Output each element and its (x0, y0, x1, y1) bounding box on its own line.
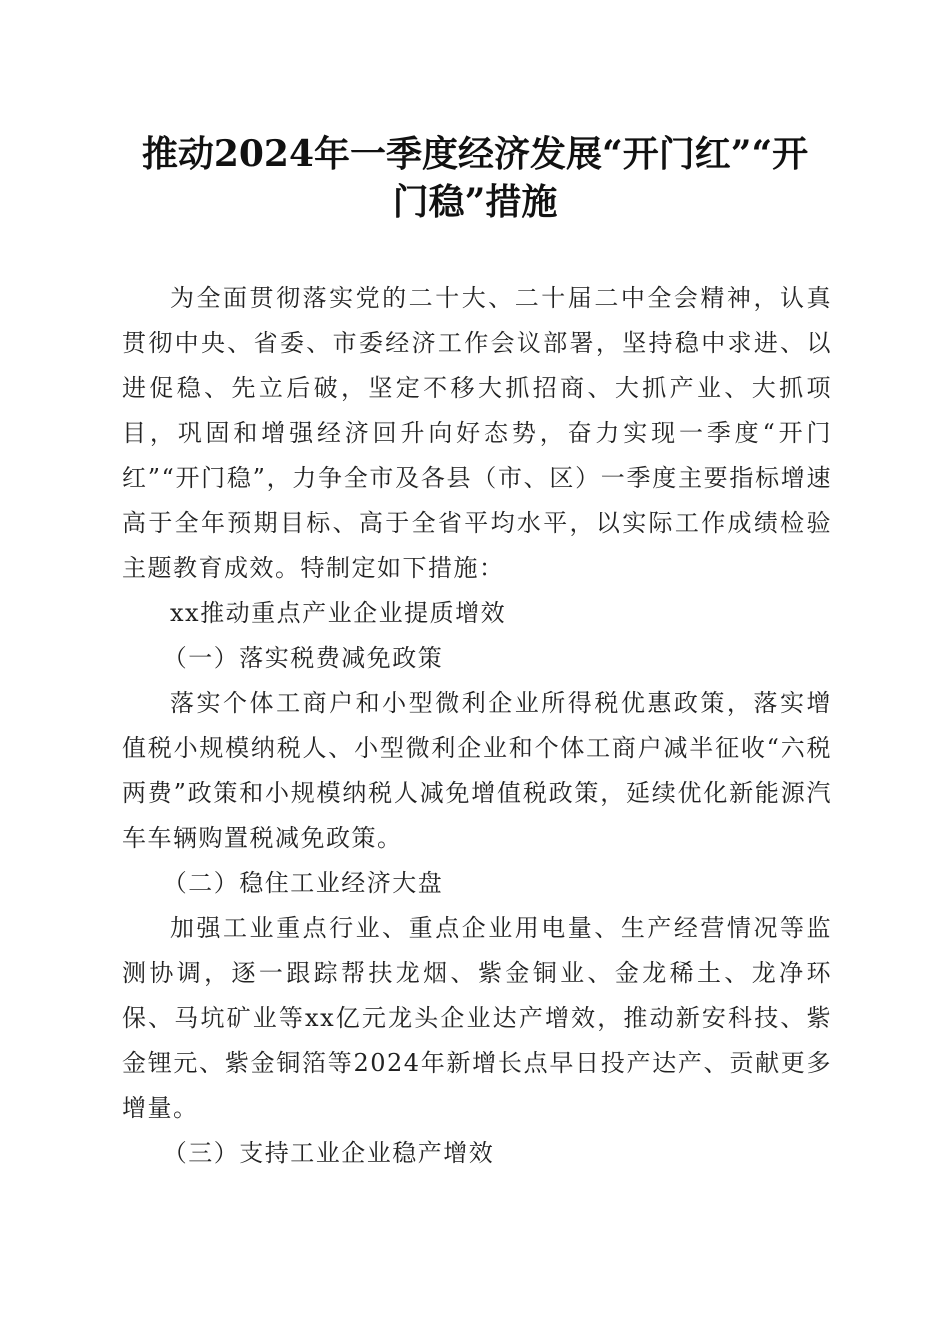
subsection-heading-3: （三）支持工业企业稳产增效 (162, 1139, 495, 1167)
subsection-heading-2: （二）稳住工业经济大盘 (162, 869, 444, 897)
document-title (110, 130, 840, 226)
title-line-2: 门稳”措施 (392, 181, 558, 223)
subsection-body-2: 加强工业重点行业、重点企业用电量、生产经营情况等监测协调，逐一跟踪帮扶龙烟、紫金铜业、金龙稀土、龙净环保、马坑矿业等xx亿元龙头企业达产增效，推动新安科技、紫金锂元、紫金铜箔等2024年新增长点早日投产达产、贡献更多增量。 (122, 914, 832, 1122)
subsection-body-1: 落实个体工商户和小型微利企业所得税优惠政策，落实增值税小规模纳税人、小型微利企业和个体工商户减半征收“六税两费”政策和小规模纳税人减免增值税政策，延续优化新能源汽车车辆购置税减免政策。 (122, 689, 832, 852)
section-heading: xx推动重点产业企业提质增效 (170, 599, 507, 627)
intro-paragraph: 为全面贯彻落实党的二十大、二十届二中全会精神，认真贯彻中央、省委、市委经济工作会议部署，坚持稳中求进、以进促稳、先立后破，坚定不移大抓招商、大抓产业、大抓项目，巩固和增强经济回升向好态势，奋力实现一季度“开门红”“开门稳”，力争全市及各县（市、区）一季度主要指标增速高于全年预期目标、高于全省平均水平，以实际工作成绩检验主题教育成效。特制定如下措施： (122, 284, 832, 582)
document-body (122, 276, 832, 1176)
title-line-1: 推动2024年一季度经济发展“开门红”“开 (141, 133, 809, 175)
subsection-heading-1: （一）落实税费减免政策 (162, 644, 444, 672)
